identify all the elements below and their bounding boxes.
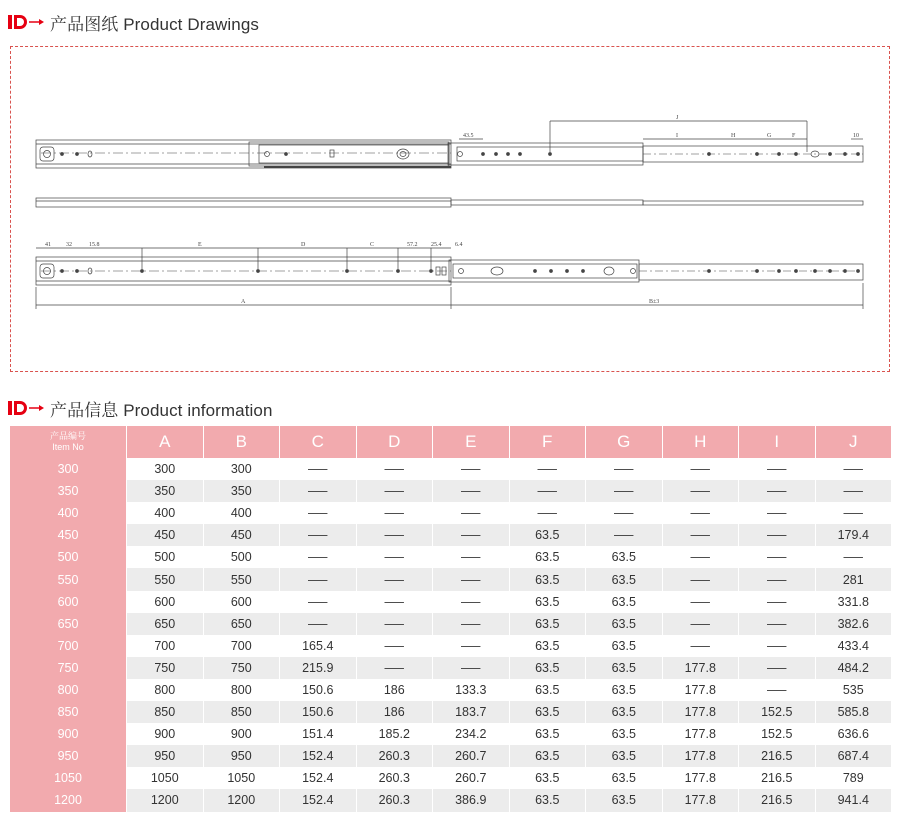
- item-no-cell: 650: [10, 613, 127, 635]
- table-row: [10, 635, 892, 657]
- table-cell: —–: [662, 635, 739, 657]
- table-cell: 281: [815, 568, 892, 590]
- column-header: H: [662, 426, 739, 458]
- table-cell: 260.3: [356, 745, 433, 767]
- table-cell: 550: [203, 568, 280, 590]
- table-row: [10, 568, 892, 590]
- item-no-cell: 850: [10, 701, 127, 723]
- table-cell: 63.5: [509, 701, 586, 723]
- table-cell: 500: [127, 546, 204, 568]
- column-header: I: [739, 426, 816, 458]
- table-cell: 177.8: [662, 745, 739, 767]
- dim-label-10: 10: [853, 133, 859, 139]
- table-cell: —–: [280, 524, 357, 546]
- table-cell: 177.8: [662, 701, 739, 723]
- table-cell: 260.3: [356, 789, 433, 811]
- table-cell: 63.5: [509, 568, 586, 590]
- dim-label-6-4: 6.4: [455, 242, 463, 248]
- product-drawing-frame: [10, 46, 890, 372]
- dim-label-15-8: 15.8: [89, 242, 100, 248]
- table-cell: 63.5: [509, 524, 586, 546]
- table-row: [10, 480, 892, 502]
- table-cell: 1200: [203, 789, 280, 811]
- table-cell: —–: [433, 657, 510, 679]
- table-cell: 63.5: [586, 657, 663, 679]
- column-header: G: [586, 426, 663, 458]
- table-cell: 152.5: [739, 701, 816, 723]
- dim-label-a: A: [241, 299, 246, 305]
- table-cell: 800: [203, 679, 280, 701]
- table-cell: 63.5: [586, 568, 663, 590]
- table-cell: 260.7: [433, 745, 510, 767]
- table-cell: 700: [127, 635, 204, 657]
- table-cell: —–: [739, 546, 816, 568]
- table-cell: 950: [127, 745, 204, 767]
- table-row: [10, 745, 892, 767]
- table-cell: 63.5: [586, 745, 663, 767]
- item-no-cell: 700: [10, 635, 127, 657]
- table-cell: 152.5: [739, 723, 816, 745]
- table-cell: 63.5: [586, 679, 663, 701]
- drawings-section-header: [8, 8, 259, 36]
- dim-label-e: E: [198, 242, 202, 248]
- table-cell: 63.5: [509, 613, 586, 635]
- table-cell: 535: [815, 679, 892, 701]
- table-cell: 636.6: [815, 723, 892, 745]
- table-cell: —–: [356, 546, 433, 568]
- table-cell: 152.4: [280, 745, 357, 767]
- table-cell: —–: [739, 591, 816, 613]
- item-no-cell: 1200: [10, 789, 127, 811]
- table-cell: 300: [127, 458, 204, 480]
- table-cell: —–: [739, 524, 816, 546]
- item-no-cell: 500: [10, 546, 127, 568]
- table-cell: —–: [509, 458, 586, 480]
- table-cell: 177.8: [662, 657, 739, 679]
- column-header: E: [433, 426, 510, 458]
- table-cell: 850: [203, 701, 280, 723]
- table-cell: 800: [127, 679, 204, 701]
- table-row: [10, 546, 892, 568]
- item-no-cell: 550: [10, 568, 127, 590]
- table-cell: 63.5: [509, 745, 586, 767]
- item-no-cell: 750: [10, 657, 127, 679]
- drawings-section-title: 产品图纸 Product Drawings: [50, 14, 259, 34]
- table-cell: —–: [662, 546, 739, 568]
- table-cell: 500: [203, 546, 280, 568]
- table-cell: 177.8: [662, 789, 739, 811]
- table-cell: —–: [433, 458, 510, 480]
- dim-label-g: G: [767, 133, 772, 139]
- table-cell: 600: [127, 591, 204, 613]
- table-cell: —–: [739, 502, 816, 524]
- table-cell: 1050: [203, 767, 280, 789]
- table-cell: —–: [356, 635, 433, 657]
- dim-label-h: H: [731, 133, 736, 139]
- dim-label-j: J: [676, 115, 679, 121]
- table-cell: —–: [356, 613, 433, 635]
- table-cell: —–: [356, 657, 433, 679]
- table-cell: 941.4: [815, 789, 892, 811]
- table-cell: 183.7: [433, 701, 510, 723]
- table-cell: —–: [662, 480, 739, 502]
- table-cell: 260.3: [356, 767, 433, 789]
- table-cell: 63.5: [586, 613, 663, 635]
- table-cell: 1200: [127, 789, 204, 811]
- table-row: [10, 767, 892, 789]
- table-cell: —–: [815, 546, 892, 568]
- table-cell: —–: [662, 524, 739, 546]
- table-cell: 63.5: [586, 789, 663, 811]
- table-cell: —–: [739, 480, 816, 502]
- table-cell: 400: [127, 502, 204, 524]
- table-cell: 450: [127, 524, 204, 546]
- dim-label-25-4: 25.4: [431, 242, 442, 248]
- table-cell: —–: [280, 502, 357, 524]
- table-cell: —–: [739, 679, 816, 701]
- table-cell: 63.5: [509, 789, 586, 811]
- table-cell: —–: [509, 480, 586, 502]
- table-cell: 63.5: [509, 679, 586, 701]
- table-cell: 150.6: [280, 679, 357, 701]
- table-cell: 177.8: [662, 723, 739, 745]
- table-cell: 63.5: [586, 767, 663, 789]
- table-cell: —–: [815, 480, 892, 502]
- table-cell: —–: [586, 502, 663, 524]
- product-spec-table: [10, 426, 892, 812]
- top-dimension-labels: [463, 115, 859, 139]
- table-cell: 382.6: [815, 613, 892, 635]
- table-cell: 900: [203, 723, 280, 745]
- table-cell: 350: [127, 480, 204, 502]
- table-cell: —–: [280, 546, 357, 568]
- table-cell: —–: [433, 613, 510, 635]
- table-cell: 179.4: [815, 524, 892, 546]
- bottom-dimension-labels: [45, 242, 659, 305]
- item-no-cell: 1050: [10, 767, 127, 789]
- table-cell: 216.5: [739, 745, 816, 767]
- table-cell: 386.9: [433, 789, 510, 811]
- table-cell: —–: [280, 568, 357, 590]
- table-row: [10, 789, 892, 811]
- table-cell: 186: [356, 679, 433, 701]
- table-cell: —–: [280, 591, 357, 613]
- table-cell: 63.5: [586, 701, 663, 723]
- dim-label-d: D: [301, 242, 306, 248]
- table-cell: 550: [127, 568, 204, 590]
- table-cell: —–: [433, 524, 510, 546]
- table-cell: 950: [203, 745, 280, 767]
- table-row: [10, 701, 892, 723]
- item-no-header-cn: 产品编号: [49, 431, 86, 441]
- table-row: [10, 591, 892, 613]
- table-cell: 63.5: [586, 591, 663, 613]
- item-no-header-en: Item No: [52, 442, 84, 452]
- table-cell: —–: [280, 613, 357, 635]
- table-cell: —–: [433, 635, 510, 657]
- table-cell: 151.4: [280, 723, 357, 745]
- table-cell: 150.6: [280, 701, 357, 723]
- table-cell: —–: [815, 502, 892, 524]
- table-cell: 177.8: [662, 679, 739, 701]
- table-row: [10, 723, 892, 745]
- table-cell: 152.4: [280, 789, 357, 811]
- table-cell: 63.5: [586, 635, 663, 657]
- table-cell: 789: [815, 767, 892, 789]
- item-no-cell: 300: [10, 458, 127, 480]
- table-cell: 63.5: [586, 723, 663, 745]
- table-cell: —–: [433, 480, 510, 502]
- table-cell: —–: [280, 458, 357, 480]
- table-cell: 186: [356, 701, 433, 723]
- table-row: [10, 502, 892, 524]
- table-cell: 152.4: [280, 767, 357, 789]
- table-cell: —–: [356, 524, 433, 546]
- slide-technical-drawing: [11, 47, 888, 370]
- table-cell: 63.5: [586, 546, 663, 568]
- table-row: [10, 679, 892, 701]
- column-header: J: [815, 426, 892, 458]
- dim-label-f: F: [792, 133, 796, 139]
- table-cell: —–: [433, 568, 510, 590]
- table-cell: 63.5: [509, 723, 586, 745]
- table-cell: —–: [739, 458, 816, 480]
- table-cell: 63.5: [509, 546, 586, 568]
- table-header-row: [10, 426, 892, 458]
- dim-label-c: C: [370, 242, 375, 248]
- dim-label-41: 41: [45, 242, 51, 248]
- table-cell: 585.8: [815, 701, 892, 723]
- table-cell: 750: [127, 657, 204, 679]
- table-cell: —–: [586, 524, 663, 546]
- table-cell: 750: [203, 657, 280, 679]
- side-profile-drawing: [36, 198, 863, 207]
- table-cell: 700: [203, 635, 280, 657]
- table-cell: —–: [356, 568, 433, 590]
- table-row: [10, 613, 892, 635]
- table-cell: —–: [739, 635, 816, 657]
- table-cell: 350: [203, 480, 280, 502]
- table-cell: 300: [203, 458, 280, 480]
- table-row: [10, 657, 892, 679]
- dim-label-43-5: 43.5: [463, 133, 474, 139]
- info-section-title: 产品信息 Product information: [50, 400, 273, 420]
- table-cell: 177.8: [662, 767, 739, 789]
- brand-logo-icon: [8, 400, 46, 416]
- table-cell: 450: [203, 524, 280, 546]
- table-cell: 234.2: [433, 723, 510, 745]
- item-no-cell: 450: [10, 524, 127, 546]
- dim-label-32: 32: [66, 242, 72, 248]
- dim-label-i: I: [676, 133, 678, 139]
- info-section-header: [8, 394, 273, 422]
- table-cell: 484.2: [815, 657, 892, 679]
- table-cell: 650: [203, 613, 280, 635]
- bottom-rail-drawing: [36, 248, 863, 309]
- table-cell: —–: [739, 568, 816, 590]
- item-no-cell: 400: [10, 502, 127, 524]
- table-cell: —–: [662, 568, 739, 590]
- table-cell: 687.4: [815, 745, 892, 767]
- table-cell: 260.7: [433, 767, 510, 789]
- table-cell: 1050: [127, 767, 204, 789]
- column-header: C: [280, 426, 357, 458]
- dim-label-57-2: 57.2: [407, 242, 418, 248]
- table-cell: 400: [203, 502, 280, 524]
- table-cell: —–: [356, 502, 433, 524]
- table-cell: 185.2: [356, 723, 433, 745]
- item-no-cell: 950: [10, 745, 127, 767]
- item-no-cell: 350: [10, 480, 127, 502]
- table-cell: —–: [356, 458, 433, 480]
- table-cell: —–: [815, 458, 892, 480]
- table-cell: 216.5: [739, 767, 816, 789]
- table-cell: —–: [662, 502, 739, 524]
- table-cell: —–: [433, 591, 510, 613]
- table-cell: —–: [509, 502, 586, 524]
- table-cell: 63.5: [509, 635, 586, 657]
- table-cell: 331.8: [815, 591, 892, 613]
- column-header: B: [203, 426, 280, 458]
- table-cell: —–: [739, 613, 816, 635]
- table-cell: —–: [433, 502, 510, 524]
- top-rail-drawing: [36, 121, 863, 168]
- table-cell: —–: [433, 546, 510, 568]
- column-header: A: [127, 426, 204, 458]
- table-cell: —–: [662, 591, 739, 613]
- column-header: F: [509, 426, 586, 458]
- brand-logo-icon: [8, 14, 46, 30]
- table-cell: 215.9: [280, 657, 357, 679]
- item-no-cell: 900: [10, 723, 127, 745]
- table-cell: —–: [739, 657, 816, 679]
- column-header: D: [356, 426, 433, 458]
- table-cell: 63.5: [509, 591, 586, 613]
- table-cell: 133.3: [433, 679, 510, 701]
- table-cell: 850: [127, 701, 204, 723]
- table-cell: 600: [203, 591, 280, 613]
- table-cell: 650: [127, 613, 204, 635]
- item-no-header: [10, 426, 127, 458]
- table-cell: 63.5: [509, 657, 586, 679]
- table-cell: —–: [586, 458, 663, 480]
- table-cell: —–: [662, 458, 739, 480]
- table-row: [10, 458, 892, 480]
- table-cell: 900: [127, 723, 204, 745]
- table-cell: —–: [662, 613, 739, 635]
- table-cell: 63.5: [509, 767, 586, 789]
- item-no-cell: 800: [10, 679, 127, 701]
- table-row: [10, 524, 892, 546]
- table-cell: 216.5: [739, 789, 816, 811]
- table-cell: 165.4: [280, 635, 357, 657]
- table-cell: —–: [280, 480, 357, 502]
- table-cell: —–: [356, 480, 433, 502]
- table-cell: 433.4: [815, 635, 892, 657]
- table-cell: —–: [356, 591, 433, 613]
- item-no-cell: 600: [10, 591, 127, 613]
- table-cell: —–: [586, 480, 663, 502]
- dim-label-b-tolerance: B±3: [649, 299, 660, 305]
